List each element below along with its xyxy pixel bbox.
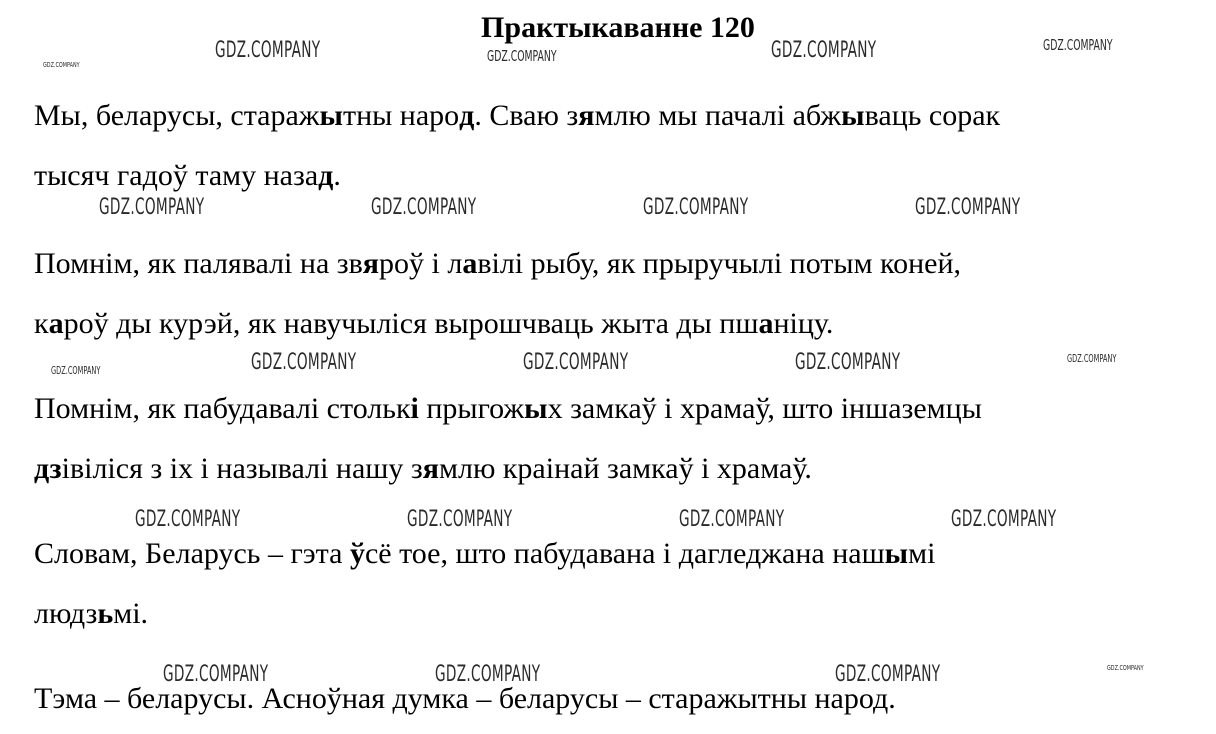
highlighted-letter: ы xyxy=(884,537,909,570)
text-line xyxy=(34,246,961,282)
text-segment: сё тое, што пабудавана і дагледжана наш xyxy=(364,537,885,570)
highlighted-letter: ь xyxy=(97,597,114,630)
text-segment: мі xyxy=(908,537,936,570)
text-segment: прыгож xyxy=(418,392,525,425)
highlighted-letter: д xyxy=(459,99,475,132)
text-segment: роў ды курэй, як навучыліся вырошчваць жыта ды пш xyxy=(63,307,759,340)
highlighted-letter: я xyxy=(422,452,439,485)
text-segment: ніцу. xyxy=(773,307,834,340)
text-segment: вілі рыбу, як прыручылі потым коней, xyxy=(477,247,962,280)
watermark: GDZ.COMPANY xyxy=(251,350,357,375)
text-segment: івіліся з іх і называлі нашу з xyxy=(61,452,423,485)
text-segment: Тэма – беларусы. Асноўная думка – беларусы – старажытны народ. xyxy=(34,682,896,715)
watermark: GDZ.COMPANY xyxy=(679,507,785,532)
text-line xyxy=(34,451,812,487)
watermark: GDZ.COMPANY xyxy=(523,350,629,375)
watermark: GDZ.COMPANY xyxy=(135,507,241,532)
text-segment: Словам, Беларусь – гэта xyxy=(34,537,350,570)
watermark: GDZ.COMPANY xyxy=(407,507,513,532)
watermark: GDZ.COMPANY xyxy=(951,507,1057,532)
watermark: GDZ.COMPANY xyxy=(643,195,749,220)
exercise-title: Практыкаванне 120 xyxy=(481,11,755,44)
watermark: GDZ.COMPANY xyxy=(163,662,269,687)
text-segment: роў і л xyxy=(379,247,463,280)
watermark: GDZ.COMPANY xyxy=(99,195,205,220)
text-segment: к xyxy=(34,307,49,340)
watermark: GDZ.COMPANY xyxy=(1043,36,1113,54)
highlighted-letter: я xyxy=(578,99,595,132)
text-segment: . Сваю з xyxy=(474,99,579,132)
highlighted-letter: і xyxy=(410,392,419,425)
text-segment: тысяч гадоў таму наза xyxy=(34,159,319,192)
watermark: GDZ.COMPANY xyxy=(487,47,557,65)
watermark: GDZ.COMPANY xyxy=(371,195,477,220)
text-segment: мі. xyxy=(113,597,149,630)
text-line xyxy=(34,596,148,632)
highlighted-letter: ы xyxy=(524,392,548,425)
highlighted-letter: дз xyxy=(34,452,62,485)
highlighted-letter: д xyxy=(318,159,334,192)
watermark: GDZ.COMPANY xyxy=(215,38,321,63)
highlighted-letter: а xyxy=(462,247,478,280)
text-line xyxy=(34,98,1000,134)
watermark: GDZ.COMPANY xyxy=(915,195,1021,220)
highlighted-letter: ы xyxy=(319,99,343,132)
text-segment: Мы, беларусы, старaж xyxy=(34,99,320,132)
watermark: GDZ.COMPANY xyxy=(43,61,80,69)
text-segment: . xyxy=(333,159,341,192)
text-line xyxy=(34,306,833,342)
text-segment: Помнім, як палявалі на зв xyxy=(34,247,363,280)
text-segment: людз xyxy=(34,597,98,630)
watermark: GDZ.COMPANY xyxy=(835,662,941,687)
text-line xyxy=(34,158,341,194)
text-segment: тны наро xyxy=(342,99,460,132)
watermark: GDZ.COMPANY xyxy=(1067,352,1117,365)
text-line xyxy=(34,391,982,427)
watermark: GDZ.COMPANY xyxy=(795,350,901,375)
text-line xyxy=(34,536,935,572)
watermark: GDZ.COMPANY xyxy=(435,662,541,687)
watermark: GDZ.COMPANY xyxy=(1107,664,1144,672)
text-segment: млю мы пачалі абж xyxy=(594,99,842,132)
highlighted-letter: я xyxy=(362,247,380,280)
text-segment: млю краінай замкаў і храмаў. xyxy=(438,452,812,485)
highlighted-letter: ў xyxy=(349,537,365,570)
text-segment: х замкаў і храмаў, што іншаземцы xyxy=(547,392,982,425)
watermark: GDZ.COMPANY xyxy=(771,38,877,63)
text-segment: ваць сорак xyxy=(864,99,1001,132)
text-segment: Помнім, як пабудавалі стольк xyxy=(34,392,411,425)
highlighted-letter: а xyxy=(48,307,64,340)
watermark: GDZ.COMPANY xyxy=(51,364,101,377)
highlighted-letter: ы xyxy=(841,99,865,132)
highlighted-letter: а xyxy=(758,307,774,340)
